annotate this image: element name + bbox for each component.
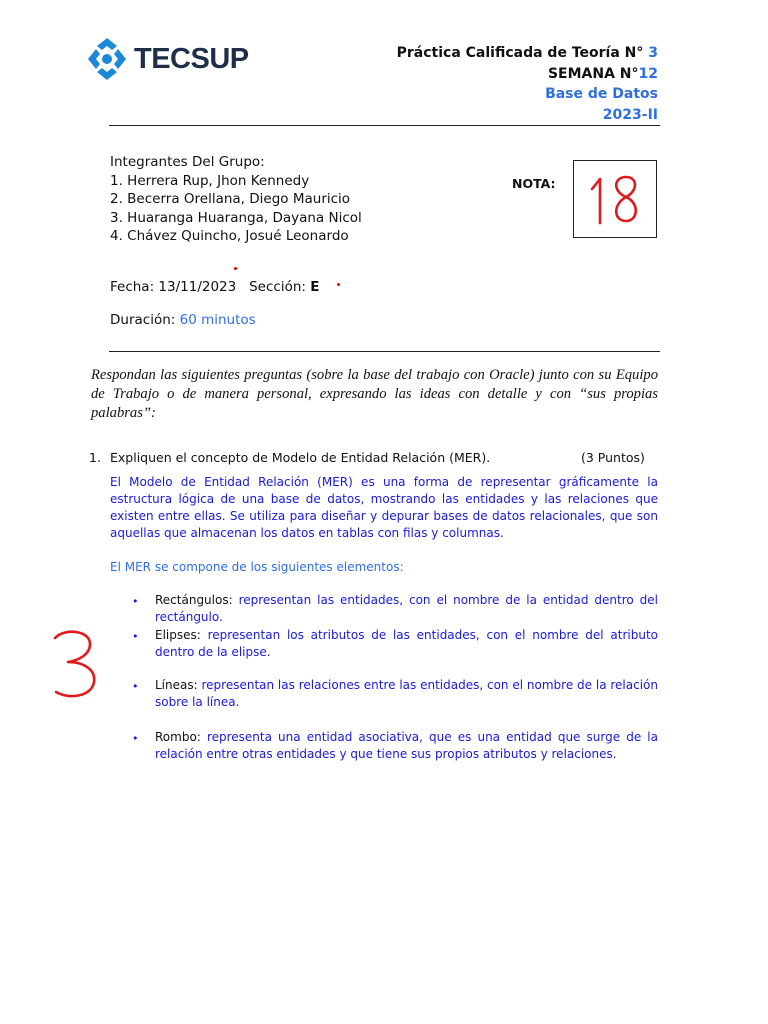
info-divider [109,351,660,352]
bullet-icon: • [132,630,139,643]
group-heading: Integrantes Del Grupo: [110,154,265,170]
section-label: Sección: [249,279,306,295]
member-1: 1. Herrera Rup, Jhon Kennedy [110,172,310,189]
grade-label: NOTA: [512,176,556,191]
red-mark [234,267,237,270]
answer-subheading: El MER se compone de los siguientes elementos: [110,560,404,574]
instructions: Respondan las siguientes preguntas (sobre la base del trabajo con Oracle) junto con su Equipo de Trabajo o de manera personal, expresando las ideas con detalle y con “sus propias palabras”: [91,367,658,421]
list-item: Rombo: representa una entidad asociativa, que es una entidad que surge de la relación entre otras entidades y que tiene sus propios atributos y relaciones. [155,730,658,761]
header-divider [109,125,660,126]
question-number: 1. [89,450,101,465]
duration-line [110,311,256,330]
duration-value: 60 minutos [179,312,256,328]
date-section-line [110,278,319,297]
list-item: Rectángulos: representan las entidades, con el nombre de la entidad dentro del rectángulo. [155,593,658,624]
term-label: 2023-II [602,106,658,123]
section-value: E [310,279,320,295]
bullet-icon: • [132,732,139,745]
question-points: (3 Puntos) [581,450,645,465]
list-item: Elipses: representan los atributos de las entidades, con el nombre del atributo dentro de la elipse. [155,628,658,659]
member-4: 4. Chávez Quincho, Josué Leonardo [110,228,349,245]
duration-label: Duración: [110,312,176,328]
handwritten-question-score [46,626,102,702]
exam-title: Práctica Calificada de Teoría N° 3 [396,45,658,61]
date-label: Fecha: 13/11/2023 [110,279,237,295]
bullet-icon: • [132,680,139,693]
red-mark [337,283,340,286]
grade-box [573,160,657,238]
handwritten-grade [574,161,656,237]
member-3: 3. Huaranga Huaranga, Dayana Nicol [110,209,362,226]
question-text: Expliquen el concepto de Modelo de Entidad Relación (MER). [110,450,491,465]
bullet-icon: • [132,595,139,608]
logo-wordmark: TECSUP [134,42,249,75]
list-item: Líneas: representan las relaciones entre las entidades, con el nombre de la relación sobre la línea. [155,678,658,709]
answer-paragraph: El Modelo de Entidad Relación (MER) es una forma de representar gráficamente la estructura lógica de una base de datos, mostrando las entidades y las relaciones que existen entre ellas. Se utiliza para diseñar y depurar bases de datos relacionales, que son aquellas que almacenan los datos en tablas con filas y columnas. [110,475,658,540]
group-members [110,153,362,246]
tecsup-logo [86,36,249,82]
tecsup-logo-icon [86,36,128,82]
header-block [397,43,658,125]
member-2: 2. Becerra Orellana, Diego Mauricio [110,191,351,208]
course-name: Base de Datos [545,86,658,102]
week-label: SEMANA N°12 [547,65,658,82]
